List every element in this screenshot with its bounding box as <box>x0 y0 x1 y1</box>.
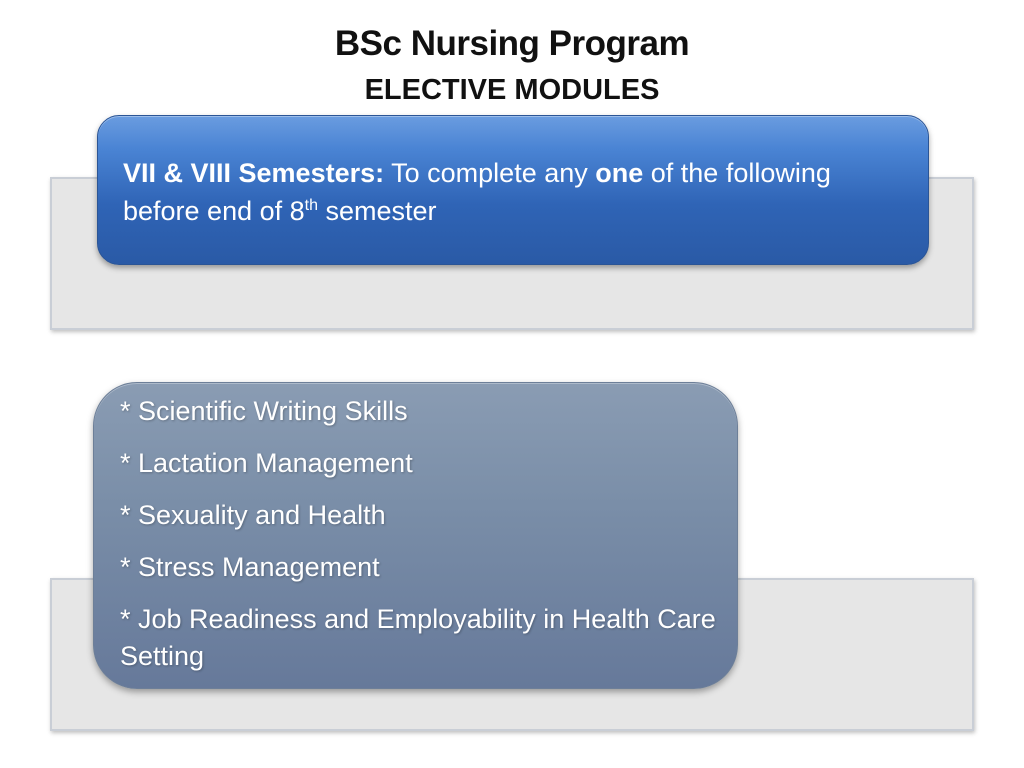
requirement-emphasis: one <box>595 158 644 188</box>
module-item-stress: * Stress Management <box>120 552 380 582</box>
requirement-lead: VII & VIII Semesters: <box>123 158 385 188</box>
requirement-text-a: To complete any <box>384 158 596 188</box>
page-title: BSc Nursing Program <box>334 24 690 63</box>
requirement-superscript: th <box>304 197 318 214</box>
module-item-sexuality: * Sexuality and Health <box>120 500 386 530</box>
requirement-text-b: of the following before end of 8 <box>123 158 831 226</box>
module-item-lactation: * Lactation Management <box>120 448 413 478</box>
requirement-text-c: semester <box>318 196 437 226</box>
module-item-job-readiness: * Job Readiness and Employability in Health Care Setting <box>120 604 716 671</box>
page-subtitle: ELECTIVE MODULES <box>364 74 660 106</box>
modules-box <box>93 382 738 689</box>
requirement-box <box>97 115 929 265</box>
module-item-scientific-writing: * Scientific Writing Skills <box>120 396 408 426</box>
